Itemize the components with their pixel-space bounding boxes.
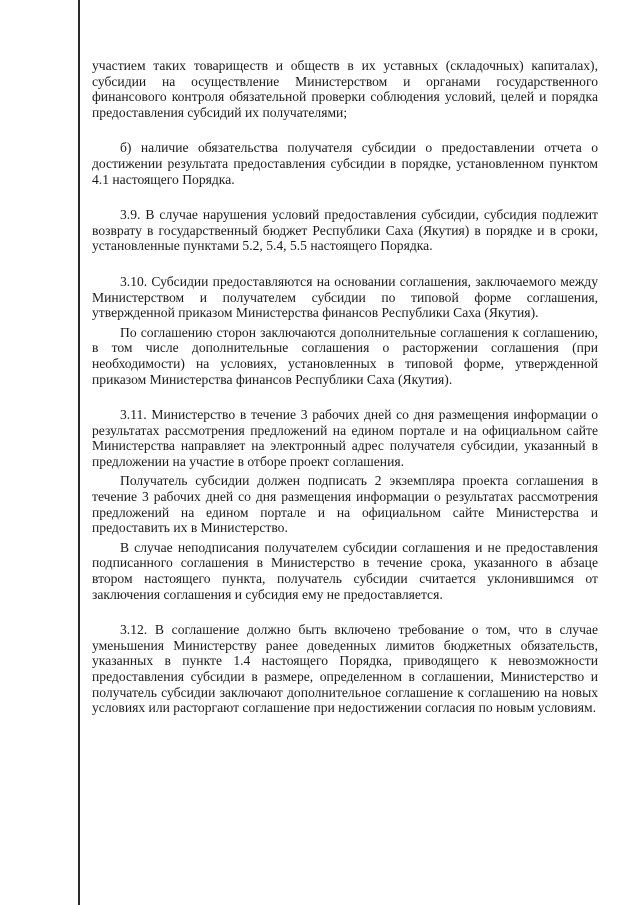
paragraph-3-10: 3.10. Субсидии предоставляются на основании соглашения, заключаемого между Министерством и получателем субсидии по типовой форме соглашения, утвержденной приказом Министерства финансов Республики Саха (Якутия).	[92, 273, 598, 321]
paragraph-b-obligation: б) наличие обязательства получателя субсидии о предоставлении отчета о достижении результата предоставления субсидии в порядке, установленном пунктом 4.1 настоящего Порядка.	[92, 140, 598, 187]
paragraph-3-11-signing: Получатель субсидии должен подписать 2 экземпляра проекта соглашения в течение 3 рабочих дней со дня размещения информации о результатах рассмотрения предложений на едином портале и на официальном сайте Министерства и предоставить их в Министерство.	[92, 473, 598, 536]
paragraph-3-11: 3.11. Министерство в течение 3 рабочих дней со дня размещения информации о результатах рассмотрения предложений на едином портале и на официальном сайте Министерства направляет на электронный адрес получателя субсидии, указанный в предложении на участие в отборе проект соглашения.	[92, 407, 598, 469]
paragraph-3-9: 3.9. В случае нарушения условий предоставления субсидии, субсидия подлежит возврату в государственный бюджет Республики Саха (Якутия) в порядке и в сроки, установленные пунктами 5.2, 5.4, 5.5 настоящего Порядка.	[92, 207, 598, 254]
document-page	[92, 58, 598, 716]
paragraph-3-12: 3.12. В соглашение должно быть включено требование о том, что в случае уменьшения Министерству ранее доведенных лимитов бюджетных обязательств, указанных в пункте 1.4 настоящего Порядка, приводящего к невозможности предоставления субсидии в размере, определенном в соглашении, Министерство и получатель субсидии заключают дополнительное соглашение к соглашению на новых условиях или расторгают соглашение при недостижении согласия по новым условиям.	[92, 622, 598, 716]
paragraph-3-11-refusal: В случае неподписания получателем субсидии соглашения и не предоставления подписанного соглашения в Министерство в течение срока, указанного в абзаце втором настоящего пункта, получатель субсидии считается уклонившимся от заключения соглашения и субсидия ему не предоставляется.	[92, 539, 598, 602]
paragraph-3-10-additional: По соглашению сторон заключаются дополнительные соглашения к соглашению, в том числе дополнительные соглашения о расторжении соглашения (при необходимости) на условиях, установленных в типовой форме, утвержденной приказом Министерства финансов Республики Саха (Якутия).	[92, 324, 598, 387]
paragraph-continuation: участием таких товариществ и обществ в их уставных (складочных) капиталах), субсидии на осуществление Министерством и органами государственного финансового контроля обязательной проверки соблюдения условий, целей и порядка предоставления субсидий их получателями;	[92, 58, 598, 120]
page-margin-line	[78, 0, 80, 905]
